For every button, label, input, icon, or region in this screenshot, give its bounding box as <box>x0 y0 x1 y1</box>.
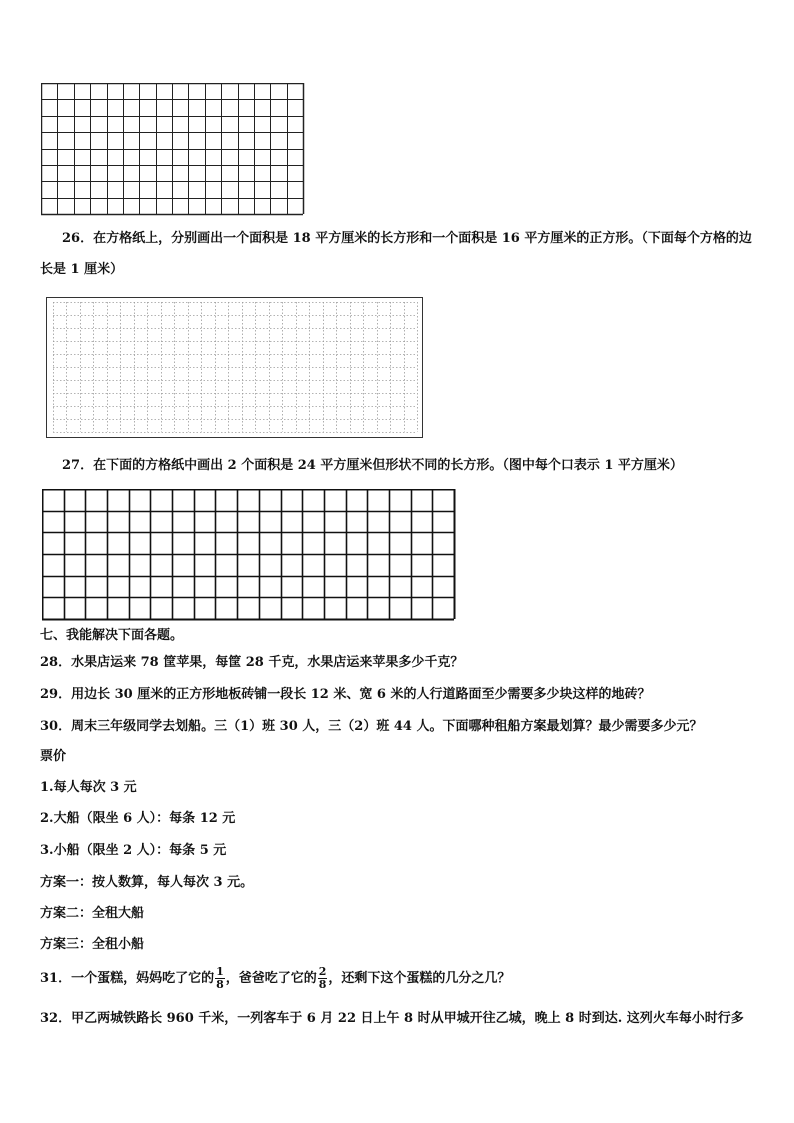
q30-plan-1: 方案一：按人数算，每人每次 3 元。 <box>40 875 254 890</box>
q31-text <box>40 966 510 992</box>
q30-price-2: 2.大船（限坐 6 人）：每条 12 元 <box>40 811 236 826</box>
q30-price-3: 3.小船（限坐 2 人）：每条 5 元 <box>40 843 227 858</box>
dotted-grid-cells <box>53 302 418 433</box>
q31-fraction-2 <box>318 966 328 991</box>
grid-top <box>41 83 305 216</box>
q26-text-line2: 长是 1 厘米） <box>40 262 124 277</box>
q26-text-line1: 26．在方格纸上，分别画出一个面积是 18 平方厘米的长方形和一个面积是 16 平方厘米的正方形。（下面每个方格的边 <box>62 231 752 246</box>
q31-part1: 31．一个蛋糕，妈妈吃了它的 <box>40 971 215 986</box>
q32-text: 32．甲乙两城铁路长 960 千米，一列客车于 6 月 22 日上午 8 时从甲城开往乙城，晚上 8 时到达. 这列火车每小时行多 <box>40 1011 744 1026</box>
section-7-title: 七、我能解决下面各题。 <box>40 628 184 643</box>
q31-part2: ，爸爸吃了它的 <box>225 971 317 986</box>
q30-plan-2: 方案二：全租大船 <box>40 906 145 921</box>
q31-fraction-2-denominator: 8 <box>318 978 327 991</box>
q30-price-1: 1.每人每次 3 元 <box>40 780 137 795</box>
grid-dotted-q26 <box>46 297 424 439</box>
q30-plan-3: 方案三：全租小船 <box>40 937 145 952</box>
q30-price-heading: 票价 <box>40 749 67 764</box>
q31-part3: ，还剩下这个蛋糕的几分之几？ <box>328 971 511 986</box>
grid-q27 <box>42 489 456 621</box>
q29-text: 29．用边长 30 厘米的正方形地板砖铺一段长 12 米、宽 6 米的人行道路面至少需要多少块这样的地砖？ <box>40 687 651 702</box>
q31-fraction-2-numerator: 2 <box>318 965 327 978</box>
q31-fraction-1-numerator: 1 <box>216 965 224 978</box>
q28-text: 28．水果店运来 78 筐苹果，每筐 28 千克，水果店运来苹果多少千克？ <box>40 655 464 670</box>
q30-text: 30．周末三年级同学去划船。三（1）班 30 人，三（2）班 44 人。下面哪种租船方案最划算？最少需要多少元？ <box>40 719 703 734</box>
q31-fraction-1 <box>215 966 225 991</box>
q31-fraction-1-denominator: 8 <box>216 978 224 991</box>
q27-text: 27．在下面的方格纸中画出 2 个面积是 24 平方厘米但形状不同的长方形。（图中每个口表示 1 平方厘米） <box>62 458 683 473</box>
